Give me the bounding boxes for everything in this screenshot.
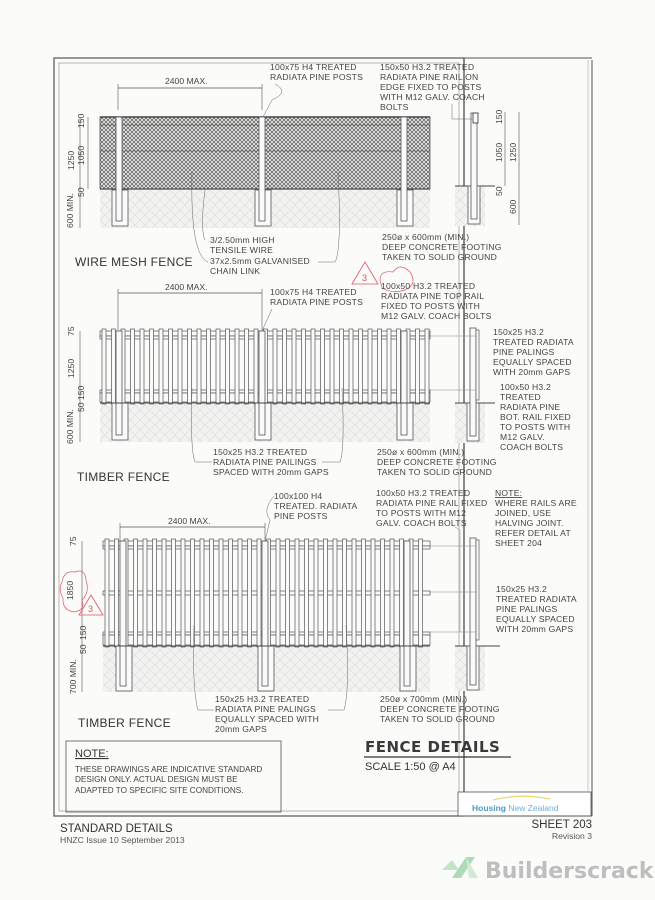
svg-text:PINE PALINGS: PINE PALINGS bbox=[496, 604, 558, 614]
svg-text:1250: 1250 bbox=[66, 150, 76, 170]
svg-text:DEEP CONCRETE FOOTING: DEEP CONCRETE FOOTING bbox=[377, 457, 497, 467]
svg-text:3: 3 bbox=[88, 604, 94, 614]
svg-text:SHEET 204: SHEET 204 bbox=[495, 538, 543, 548]
svg-text:20mm GAPS: 20mm GAPS bbox=[215, 724, 267, 734]
svg-text:50: 50 bbox=[76, 402, 86, 412]
housing-nz-logo bbox=[458, 792, 591, 816]
timber-fence-1250-section bbox=[430, 328, 495, 443]
general-note-box bbox=[66, 741, 281, 812]
svg-text:100x100 H4: 100x100 H4 bbox=[274, 491, 323, 501]
svg-text:150x25 H3.2 TREATED: 150x25 H3.2 TREATED bbox=[215, 694, 310, 704]
svg-text:1050: 1050 bbox=[494, 142, 504, 162]
svg-text:TAKEN TO SOLID GROUND: TAKEN TO SOLID GROUND bbox=[380, 714, 495, 724]
svg-text:PINE POSTS: PINE POSTS bbox=[274, 511, 328, 521]
svg-text:EQUALLY SPACED WITH: EQUALLY SPACED WITH bbox=[215, 714, 320, 724]
svg-text:3: 3 bbox=[362, 273, 368, 283]
svg-text:WHERE RAILS ARE: WHERE RAILS ARE bbox=[495, 498, 577, 508]
svg-text:BOLTS: BOLTS bbox=[380, 102, 409, 112]
svg-text:NOTE:: NOTE: bbox=[495, 488, 523, 498]
svg-text:TO POSTS WITH: TO POSTS WITH bbox=[500, 422, 571, 432]
svg-text:2400 MAX.: 2400 MAX. bbox=[168, 516, 211, 526]
sheet-scale: SCALE 1:50 @ A4 bbox=[365, 761, 456, 773]
issue-label: HNZC Issue 10 September 2013 bbox=[60, 835, 185, 845]
svg-text:1850: 1850 bbox=[65, 580, 75, 600]
svg-text:150x25 H3.2: 150x25 H3.2 bbox=[496, 584, 547, 594]
wire-mesh-callout-posts bbox=[263, 62, 363, 117]
svg-text:37x2.5mm GALVANISED: 37x2.5mm GALVANISED bbox=[210, 256, 310, 266]
svg-text:RADIATA PINE RAIL FIXED: RADIATA PINE RAIL FIXED bbox=[376, 498, 488, 508]
svg-text:EDGE FIXED TO POSTS: EDGE FIXED TO POSTS bbox=[380, 82, 482, 92]
svg-text:150: 150 bbox=[494, 109, 504, 124]
timber-fence-1-label: TIMBER FENCE bbox=[77, 470, 170, 484]
svg-text:RADIATA PINE RAIL ON: RADIATA PINE RAIL ON bbox=[380, 72, 479, 82]
svg-text:Builderscrack: Builderscrack bbox=[485, 859, 654, 884]
svg-text:WITH 20mm GAPS: WITH 20mm GAPS bbox=[493, 367, 571, 377]
svg-text:NOTE:: NOTE: bbox=[75, 748, 109, 760]
svg-text:100x50 H3.2 TREATED: 100x50 H3.2 TREATED bbox=[381, 281, 476, 291]
svg-text:150: 150 bbox=[78, 625, 88, 640]
sheet-number: SHEET 203 bbox=[531, 819, 592, 831]
svg-text:BOT. RAIL FIXED: BOT. RAIL FIXED bbox=[500, 412, 571, 422]
svg-text:3/2.50mm HIGH: 3/2.50mm HIGH bbox=[210, 235, 275, 245]
svg-text:100x50 H3.2 TREATED: 100x50 H3.2 TREATED bbox=[376, 488, 471, 498]
svg-text:TAKEN TO SOLID GROUND: TAKEN TO SOLID GROUND bbox=[377, 467, 492, 477]
svg-text:100x50 H3.2: 100x50 H3.2 bbox=[500, 382, 551, 392]
svg-text:RADIATA PINE POSTS: RADIATA PINE POSTS bbox=[270, 297, 364, 307]
svg-text:TAKEN TO SOLID GROUND: TAKEN TO SOLID GROUND bbox=[382, 252, 497, 262]
wire-mesh-fence-label: WIRE MESH FENCE bbox=[75, 255, 193, 269]
svg-text:THESE DRAWINGS ARE INDICATIVE: THESE DRAWINGS ARE INDICATIVE STANDARD bbox=[75, 765, 263, 774]
svg-text:700 MIN.: 700 MIN. bbox=[68, 659, 78, 694]
wire-mesh-fence-elevation bbox=[65, 62, 519, 276]
svg-text:DEEP CONCRETE FOOTING: DEEP CONCRETE FOOTING bbox=[380, 704, 500, 714]
svg-text:JOINED, USE: JOINED, USE bbox=[495, 508, 552, 518]
svg-text:150: 150 bbox=[76, 385, 86, 400]
svg-text:250ø x 600mm (MIN.): 250ø x 600mm (MIN.) bbox=[382, 232, 470, 242]
svg-text:RADIATA PINE: RADIATA PINE bbox=[500, 402, 561, 412]
svg-text:50: 50 bbox=[76, 187, 86, 197]
svg-text:M12 GALV.: M12 GALV. bbox=[500, 432, 545, 442]
svg-text:1050: 1050 bbox=[76, 145, 86, 165]
svg-text:DEEP CONCRETE FOOTING: DEEP CONCRETE FOOTING bbox=[382, 242, 502, 252]
svg-text:RADIATA PINE PAILINGS: RADIATA PINE PAILINGS bbox=[213, 457, 317, 467]
svg-text:Housing New Zealand: Housing New Zealand bbox=[472, 803, 559, 813]
svg-text:WITH 20mm GAPS: WITH 20mm GAPS bbox=[496, 624, 574, 634]
svg-text:2400 MAX.: 2400 MAX. bbox=[165, 282, 208, 292]
svg-text:250ø x 700mm (MIN.): 250ø x 700mm (MIN.) bbox=[380, 694, 468, 704]
svg-text:FIXED TO POSTS WITH: FIXED TO POSTS WITH bbox=[381, 301, 480, 311]
svg-text:100x75 H4 TREATED: 100x75 H4 TREATED bbox=[270, 287, 357, 297]
svg-text:600: 600 bbox=[508, 199, 518, 214]
svg-text:75: 75 bbox=[66, 326, 76, 336]
svg-text:600 MIN.: 600 MIN. bbox=[65, 409, 75, 444]
svg-text:TREATED RADIATA: TREATED RADIATA bbox=[496, 594, 577, 604]
svg-text:TREATED. RADIATA: TREATED. RADIATA bbox=[274, 501, 358, 511]
svg-text:150: 150 bbox=[76, 113, 86, 128]
svg-text:HALVING JOINT.: HALVING JOINT. bbox=[495, 518, 564, 528]
svg-text:TENSILE WIRE: TENSILE WIRE bbox=[210, 245, 274, 255]
svg-text:PINE PALINGS: PINE PALINGS bbox=[493, 347, 555, 357]
svg-text:150x50 H3.2 TREATED: 150x50 H3.2 TREATED bbox=[380, 62, 475, 72]
svg-text:EQUALLY SPACED: EQUALLY SPACED bbox=[493, 357, 572, 367]
svg-text:WITH M12 GALV. COACH: WITH M12 GALV. COACH bbox=[380, 92, 485, 102]
svg-text:CHAIN LINK: CHAIN LINK bbox=[210, 266, 261, 276]
svg-text:RADIATA PINE TOP RAIL: RADIATA PINE TOP RAIL bbox=[381, 291, 485, 301]
svg-text:250ø x 600mm (MIN.): 250ø x 600mm (MIN.) bbox=[377, 447, 465, 457]
svg-text:EQUALLY SPACED: EQUALLY SPACED bbox=[496, 614, 575, 624]
revision-label: Revision 3 bbox=[551, 831, 592, 841]
builderscrack-watermark bbox=[442, 857, 655, 884]
svg-text:TREATED: TREATED bbox=[500, 392, 541, 402]
timber-fence-1850-elevation bbox=[60, 488, 577, 734]
sheet-title: FENCE DETAILS bbox=[365, 738, 501, 756]
svg-text:1250: 1250 bbox=[508, 142, 518, 162]
svg-text:M12 GALV. COACH BOLTS: M12 GALV. COACH BOLTS bbox=[381, 311, 492, 321]
svg-text:50: 50 bbox=[494, 186, 504, 196]
svg-text:ADAPTED TO SPECIFIC SITE CONDI: ADAPTED TO SPECIFIC SITE CONDITIONS. bbox=[75, 786, 244, 795]
wire-mesh-callout-rail bbox=[380, 62, 485, 119]
timber-fence-2-label: TIMBER FENCE bbox=[78, 716, 171, 730]
svg-text:1250: 1250 bbox=[66, 358, 76, 378]
svg-text:DESIGN ONLY. ACTUAL DESIGN MU: DESIGN ONLY. ACTUAL DESIGN MUST BE bbox=[75, 775, 238, 784]
svg-text:GALV. COACH BOLTS: GALV. COACH BOLTS bbox=[376, 518, 467, 528]
span-dimension: 2400 MAX. bbox=[165, 76, 208, 86]
svg-text:REFER DETAIL AT: REFER DETAIL AT bbox=[495, 528, 571, 538]
svg-text:RADIATA PINE PALINGS: RADIATA PINE PALINGS bbox=[215, 704, 316, 714]
standard-details-label: STANDARD DETAILS bbox=[60, 823, 173, 835]
svg-text:150x25 H3.2: 150x25 H3.2 bbox=[493, 327, 544, 337]
svg-text:150x25 H3.2 TREATED: 150x25 H3.2 TREATED bbox=[213, 447, 308, 457]
timber-fence-1850-section bbox=[430, 538, 500, 691]
svg-text:75: 75 bbox=[68, 536, 78, 546]
svg-text:TO POSTS WITH M12: TO POSTS WITH M12 bbox=[376, 508, 467, 518]
svg-text:SPACED WITH 20mm GAPS: SPACED WITH 20mm GAPS bbox=[213, 467, 329, 477]
title-block bbox=[364, 738, 511, 773]
timber-fence-1250-elevation bbox=[65, 262, 574, 484]
svg-text:TREATED RADIATA: TREATED RADIATA bbox=[493, 337, 574, 347]
svg-text:COACH BOLTS: COACH BOLTS bbox=[500, 442, 564, 452]
svg-text:100x75 H4 TREATED: 100x75 H4 TREATED bbox=[270, 62, 357, 72]
wire-mesh-callout-footing bbox=[382, 232, 502, 262]
svg-text:RADIATA PINE POSTS: RADIATA PINE POSTS bbox=[270, 72, 364, 82]
svg-text:50: 50 bbox=[78, 644, 88, 654]
svg-text:600 MIN.: 600 MIN. bbox=[65, 193, 75, 228]
